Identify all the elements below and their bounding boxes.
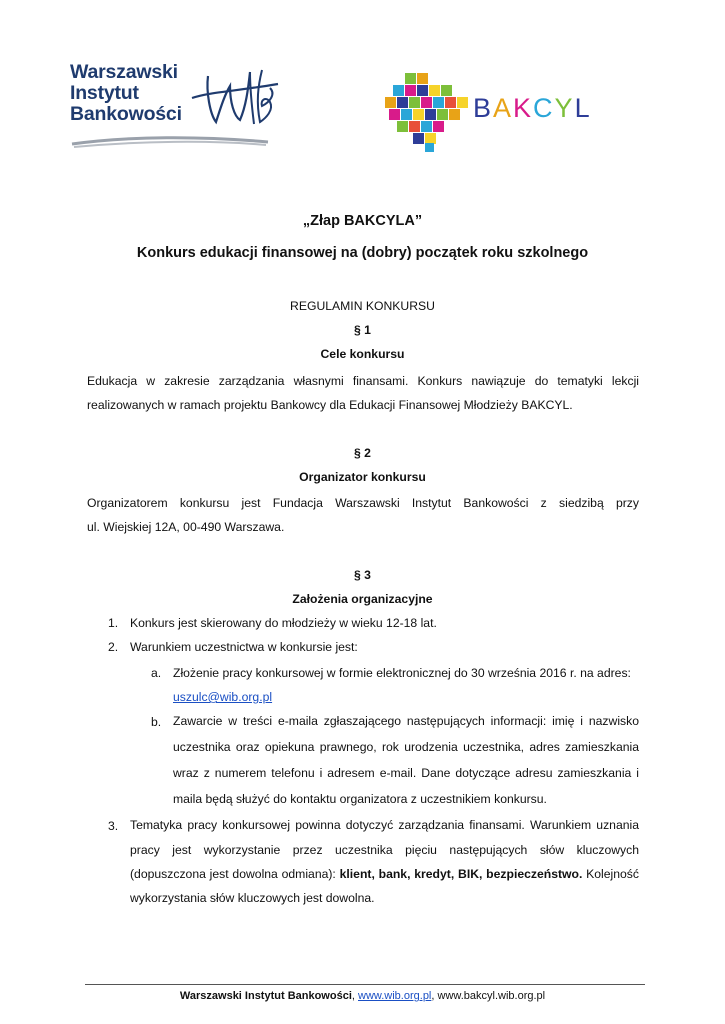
bakcyl-letter-k: K — [513, 93, 534, 123]
bakcyl-letter-b: B — [473, 93, 494, 123]
bakcyl-letter-c: C — [533, 93, 555, 123]
wib-logo-line-3: Bankowości — [70, 103, 182, 125]
footer-link-wib[interactable]: www.wib.org.pl — [358, 990, 432, 1002]
footer-link-bakcyl[interactable]: www.bakcyl.wib.org.pl — [437, 990, 546, 1002]
footer — [0, 990, 725, 1002]
wib-logo — [70, 62, 280, 154]
section-1-line-2: realizowanych w ramach projektu Bankowcy dla Edukacji Finansowej Młodzieży BAKCYL. — [87, 398, 573, 412]
wib-swoosh-icon — [70, 134, 270, 150]
section-1-sign: § 1 — [354, 323, 371, 337]
list-item-3-line-3-pre: (dopuszczona jest dowolna odmiana): — [130, 867, 340, 881]
list-item-3-line-3-post: Kolejność — [582, 867, 639, 881]
list-item-2b-line-4: maila będą służyć do kontaktu organizatora z uczestnikiem konkursu. — [173, 792, 547, 806]
section-2-sign: § 2 — [354, 446, 371, 460]
bakcyl-letter-y: Y — [554, 93, 575, 123]
bakcyl-logo — [385, 73, 645, 153]
list-item-3-line-1: Tematyka pracy konkursowej powinna dotyczyć zarządzania finansami. Warunkiem uznania — [130, 818, 639, 832]
list-item-2b-line-2: uczestnika oraz opiekuna prawnego, rok urodzenia uczestnika, adres zamieszkania — [173, 740, 639, 754]
list-item-3-number: 3. — [108, 819, 119, 833]
footer-org: Warszawski Instytut Bankowości — [179, 990, 352, 1002]
section-3-heading: Założenia organizacyjne — [292, 592, 433, 606]
list-item-3-line-4: wykorzystania słów kluczowych jest dowolna. — [130, 891, 375, 905]
section-3-sign: § 3 — [354, 568, 371, 582]
section-2-line-1: Organizatorem konkursu jest Fundacja Warszawski Instytut Bankowości z siedzibą przy — [87, 496, 639, 510]
regulamin-heading: REGULAMIN KONKURSU — [290, 299, 435, 313]
wib-logo-line-2: Instytut — [70, 82, 139, 104]
list-item-3-line-3 — [130, 862, 639, 886]
document-subtitle: Konkurs edukacji finansowej na (dobry) początek roku szkolnego — [136, 245, 589, 261]
section-2-heading: Organizator konkursu — [299, 470, 426, 484]
footer-sep-1: , — [351, 990, 359, 1002]
list-item-2b-number: b. — [151, 715, 162, 729]
list-item-1-number: 1. — [108, 616, 119, 630]
document-title: „Złap BAKCYLA” — [302, 213, 423, 229]
list-item-2-number: 2. — [108, 640, 119, 654]
list-item-2-text: Warunkiem uczestnictwa w konkursie jest: — [130, 640, 358, 654]
footer-divider — [85, 984, 645, 985]
wib-logo-text — [70, 62, 182, 125]
section-1-heading: Cele konkursu — [320, 347, 405, 361]
list-item-2a-line-1: Złożenie pracy konkursowej w formie elektronicznej do 30 września 2016 r. na adres: — [173, 666, 631, 680]
list-item-2b-line-3: wraz z numerem telefonu i adresem e-mail. Dane dotyczące adresu zamieszkania i — [173, 766, 639, 780]
list-item-3-line-2: pracy jest wykorzystanie przez uczestnika pięciu następujących słów kluczowych — [130, 843, 639, 857]
bakcyl-letter-l: L — [574, 93, 592, 123]
section-1-line-1: Edukacja w zakresie zarządzania własnymi finansami. Konkurs nawiązuje do tematyki lekcji — [87, 374, 639, 388]
bakcyl-letter-a: A — [493, 93, 514, 123]
section-2-line-2: ul. Wiejskiej 12A, 00-490 Warszawa. — [87, 520, 285, 534]
list-item-2b-line-1: Zawarcie w treści e-maila zgłaszającego następujących informacji: imię i nazwisko — [173, 714, 639, 728]
list-item-1-text: Konkurs jest skierowany do młodzieży w wieku 12-18 lat. — [130, 616, 437, 630]
list-item-2a-number: a. — [151, 666, 162, 680]
wib-logo-line-1: Warszawski — [70, 61, 178, 83]
bakcyl-mosaic-icon — [385, 73, 475, 153]
bakcyl-wordmark — [473, 93, 592, 124]
keywords-list: klient, bank, kredyt, BIK, bezpieczeństwo. — [339, 867, 583, 881]
wib-signature-icon — [190, 62, 280, 137]
email-link[interactable]: uszulc@wib.org.pl — [173, 690, 273, 704]
footer-sep-2: , — [431, 990, 438, 1002]
